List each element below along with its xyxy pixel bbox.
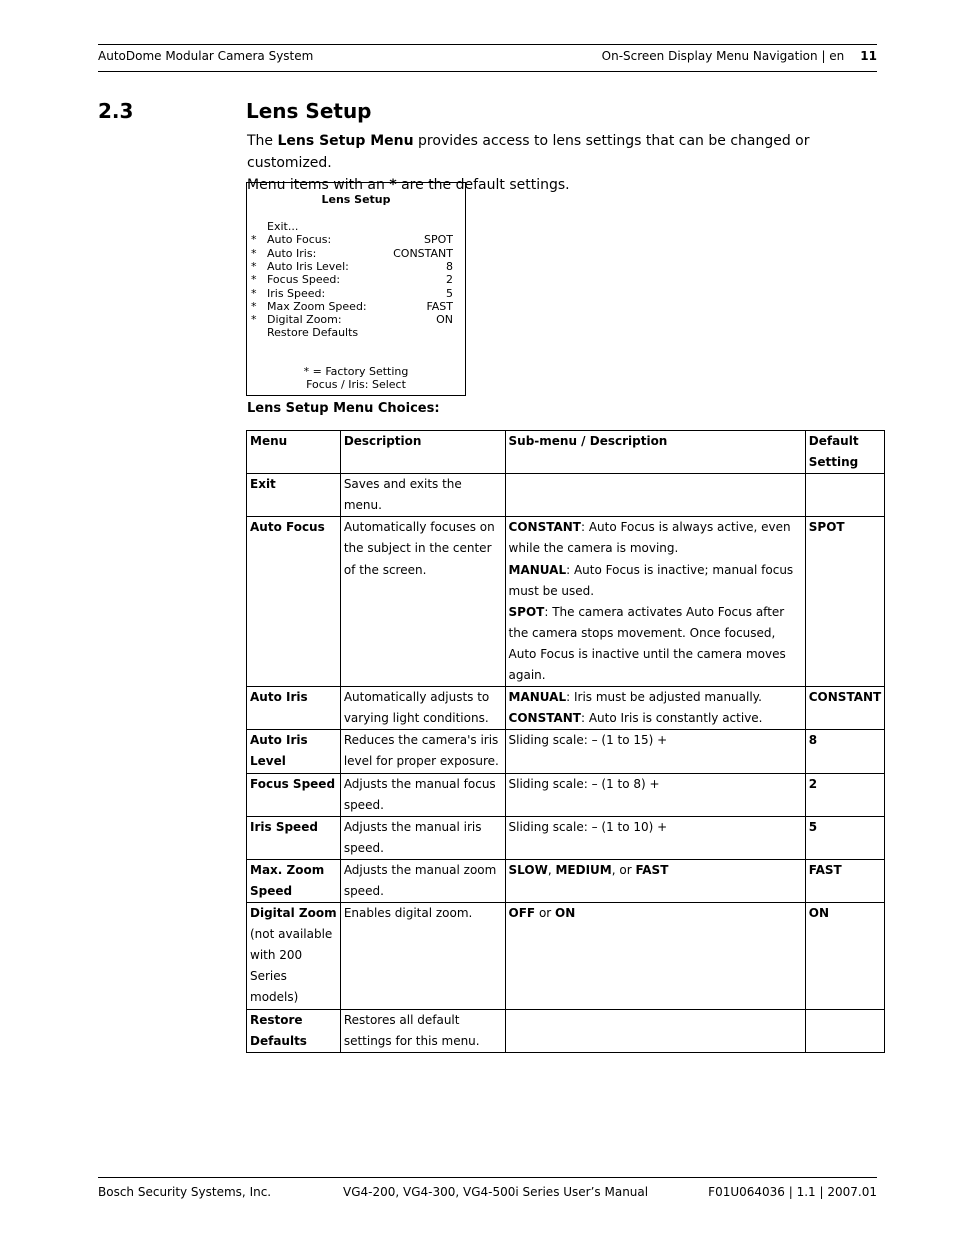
footer-doc-id: F01U064036 | 1.1 | 2007.01 bbox=[708, 1185, 877, 1199]
osd-item-label: Digital Zoom: bbox=[267, 313, 342, 327]
osd-menu-row bbox=[251, 273, 453, 286]
osd-factory-note: * = Factory Setting bbox=[303, 365, 409, 378]
osd-menu-row bbox=[251, 233, 453, 246]
osd-item-value: 5 bbox=[446, 286, 453, 300]
osd-select-hint: Focus / Iris: Select bbox=[306, 378, 406, 391]
description-cell: Adjusts the manual zoom speed. bbox=[340, 859, 505, 902]
submenu-option bbox=[509, 560, 802, 602]
description-cell: Enables digital zoom. bbox=[340, 903, 505, 1009]
submenu-cell bbox=[505, 859, 805, 902]
table-row bbox=[247, 859, 885, 902]
menu-name: Auto Iris Level bbox=[250, 733, 308, 769]
submenu-option-name: OFF bbox=[508, 906, 536, 921]
submenu-cell bbox=[505, 773, 805, 816]
section-number: 2.3 bbox=[98, 99, 134, 123]
osd-item-value: ON bbox=[436, 313, 453, 327]
osd-item-label: Auto Iris: bbox=[267, 246, 317, 260]
osd-item-value: 8 bbox=[446, 259, 453, 273]
osd-item-label: Restore Defaults bbox=[267, 326, 359, 340]
default-setting-cell: FAST bbox=[805, 859, 884, 902]
submenu-cell bbox=[505, 903, 805, 1009]
page-header bbox=[98, 44, 877, 72]
submenu-option-name: MEDIUM bbox=[555, 862, 612, 877]
menu-cell bbox=[247, 773, 341, 816]
default-setting-cell: 5 bbox=[805, 816, 884, 859]
submenu-separator: , or bbox=[611, 862, 636, 877]
osd-menu-row bbox=[251, 220, 453, 233]
menu-cell bbox=[247, 474, 341, 517]
osd-item-label: Auto Focus: bbox=[267, 233, 332, 247]
menu-note: (not available with 200 Series models) bbox=[250, 927, 333, 1005]
submenu-cell bbox=[505, 816, 805, 859]
osd-menu-row bbox=[251, 260, 453, 273]
intro-text: Menu items with an bbox=[247, 177, 390, 193]
table-row bbox=[247, 517, 885, 687]
table-row bbox=[247, 1009, 885, 1052]
default-setting-cell: ON bbox=[805, 903, 884, 1009]
osd-default-marker: * bbox=[251, 299, 257, 313]
osd-item-value: SPOT bbox=[424, 233, 453, 247]
submenu-option-text: : Auto Focus is inactive; manual focus must be used. bbox=[508, 562, 794, 598]
osd-item-label: Auto Iris Level: bbox=[267, 259, 349, 273]
footer-manual-title: VG4-200, VG4-300, VG4-500i Series User’s Manual bbox=[343, 1185, 649, 1199]
menu-name: Iris Speed bbox=[250, 819, 318, 834]
submenu-option-name: FAST bbox=[635, 862, 669, 877]
menu-cell bbox=[247, 859, 341, 902]
submenu-option bbox=[509, 517, 802, 559]
submenu-option-name: MANUAL bbox=[508, 690, 567, 705]
menu-name: Focus Speed bbox=[250, 776, 336, 791]
submenu-separator: , bbox=[547, 862, 556, 877]
submenu-text: Sliding scale: – (1 to 10) + bbox=[508, 819, 668, 834]
default-setting-cell: 8 bbox=[805, 730, 884, 773]
page-number: 11 bbox=[860, 49, 877, 63]
osd-item-value: FAST bbox=[426, 299, 453, 313]
default-setting-cell bbox=[805, 474, 884, 517]
description-cell: Reduces the camera's iris level for proper exposure. bbox=[340, 730, 505, 773]
osd-menu-row bbox=[251, 300, 453, 313]
osd-item-value: CONSTANT bbox=[393, 246, 453, 260]
menu-cell bbox=[247, 1009, 341, 1052]
column-header: Menu bbox=[247, 431, 341, 474]
submenu-cell bbox=[505, 474, 805, 517]
osd-menu-row bbox=[251, 326, 453, 339]
submenu-option bbox=[509, 708, 802, 729]
menu-name: Max. Zoom Speed bbox=[250, 862, 325, 898]
description-cell: Automatically focuses on the subject in the center of the screen. bbox=[340, 517, 505, 687]
default-setting-cell: 2 bbox=[805, 773, 884, 816]
osd-default-marker: * bbox=[251, 233, 257, 247]
submenu-option-text: : The camera activates Auto Focus after the camera stops movement. Once focused, Auto Focus is inactive until the camera moves again. bbox=[508, 604, 786, 683]
column-header: Sub-menu / Description bbox=[505, 431, 805, 474]
description-cell: Adjusts the manual iris speed. bbox=[340, 816, 505, 859]
menu-name: Auto Focus bbox=[250, 520, 325, 535]
table-row bbox=[247, 903, 885, 1009]
menu-cell bbox=[247, 517, 341, 687]
submenu-option-name: CONSTANT bbox=[508, 711, 581, 726]
submenu-option-name: ON bbox=[555, 906, 576, 921]
section-title: Lens Setup bbox=[246, 99, 372, 123]
intro-text: provides access to lens settings that can be changed or customized. bbox=[247, 133, 810, 171]
submenu-option-name: MANUAL bbox=[508, 562, 567, 577]
menu-name: Exit bbox=[250, 477, 276, 492]
table-row bbox=[247, 816, 885, 859]
intro-bold: Lens Setup Menu bbox=[277, 133, 414, 149]
menu-cell bbox=[247, 687, 341, 730]
osd-item-value: 2 bbox=[446, 273, 453, 287]
table-header-row bbox=[247, 431, 885, 474]
submenu-option bbox=[509, 602, 802, 686]
osd-menu-screen bbox=[246, 182, 466, 396]
description-cell: Restores all default settings for this menu. bbox=[340, 1009, 505, 1052]
submenu-cell bbox=[505, 517, 805, 687]
table-row bbox=[247, 474, 885, 517]
menu-name: Digital Zoom bbox=[250, 906, 337, 921]
intro-bold: * bbox=[389, 177, 397, 193]
column-header: Default Setting bbox=[805, 431, 884, 474]
osd-item-label: Focus Speed: bbox=[267, 273, 341, 287]
submenu-option-name: SLOW bbox=[508, 862, 548, 877]
osd-default-marker: * bbox=[251, 246, 257, 260]
intro-text: are the default settings. bbox=[396, 177, 570, 193]
submenu-option-text: : Auto Focus is always active, even while the camera is moving. bbox=[508, 520, 791, 556]
submenu-option-text: : Iris must be adjusted manually. bbox=[566, 690, 762, 705]
default-setting-cell: CONSTANT bbox=[805, 687, 884, 730]
osd-default-marker: * bbox=[251, 259, 257, 273]
osd-default-marker: * bbox=[251, 286, 257, 300]
intro-text: The bbox=[247, 133, 278, 149]
osd-item-label: Iris Speed: bbox=[267, 286, 326, 300]
osd-default-marker: * bbox=[251, 273, 257, 287]
table-row bbox=[247, 730, 885, 773]
table-row bbox=[247, 687, 885, 730]
osd-item-label: Exit... bbox=[267, 220, 299, 233]
header-product-name: AutoDome Modular Camera System bbox=[98, 49, 314, 63]
osd-default-marker: * bbox=[251, 313, 257, 327]
submenu-option bbox=[509, 687, 802, 708]
description-cell: Automatically adjusts to varying light conditions. bbox=[340, 687, 505, 730]
page-footer bbox=[98, 1177, 877, 1202]
osd-title: Lens Setup bbox=[321, 193, 391, 206]
footer-company: Bosch Security Systems, Inc. bbox=[98, 1185, 272, 1199]
default-setting-cell bbox=[805, 1009, 884, 1052]
osd-item-label: Max Zoom Speed: bbox=[267, 299, 367, 313]
submenu-cell bbox=[505, 1009, 805, 1052]
column-header: Description bbox=[340, 431, 505, 474]
lens-setup-table bbox=[246, 430, 885, 1053]
intro-line-1 bbox=[247, 130, 887, 174]
table-row bbox=[247, 773, 885, 816]
choices-heading: Lens Setup Menu Choices: bbox=[247, 401, 440, 416]
submenu-text: Sliding scale: – (1 to 15) + bbox=[508, 733, 668, 748]
submenu-text: Sliding scale: – (1 to 8) + bbox=[508, 776, 660, 791]
menu-cell bbox=[247, 730, 341, 773]
description-cell: Saves and exits the menu. bbox=[340, 474, 505, 517]
osd-menu-row bbox=[251, 287, 453, 300]
description-cell: Adjusts the manual focus speed. bbox=[340, 773, 505, 816]
submenu-separator: or bbox=[535, 906, 556, 921]
osd-menu-row bbox=[251, 247, 453, 260]
osd-menu-row bbox=[251, 313, 453, 326]
submenu-option-text: : Auto Iris is constantly active. bbox=[580, 711, 763, 726]
submenu-option-name: SPOT bbox=[508, 604, 545, 619]
menu-cell bbox=[247, 816, 341, 859]
submenu-cell bbox=[505, 730, 805, 773]
header-chapter: On-Screen Display Menu Navigation | en bbox=[601, 49, 845, 63]
submenu-cell bbox=[505, 687, 805, 730]
submenu-option-name: CONSTANT bbox=[508, 520, 581, 535]
header-section-info bbox=[602, 49, 877, 63]
default-setting-cell: SPOT bbox=[805, 517, 884, 687]
menu-name: Restore Defaults bbox=[250, 1012, 307, 1048]
menu-name: Auto Iris bbox=[250, 690, 308, 705]
menu-cell bbox=[247, 903, 341, 1009]
